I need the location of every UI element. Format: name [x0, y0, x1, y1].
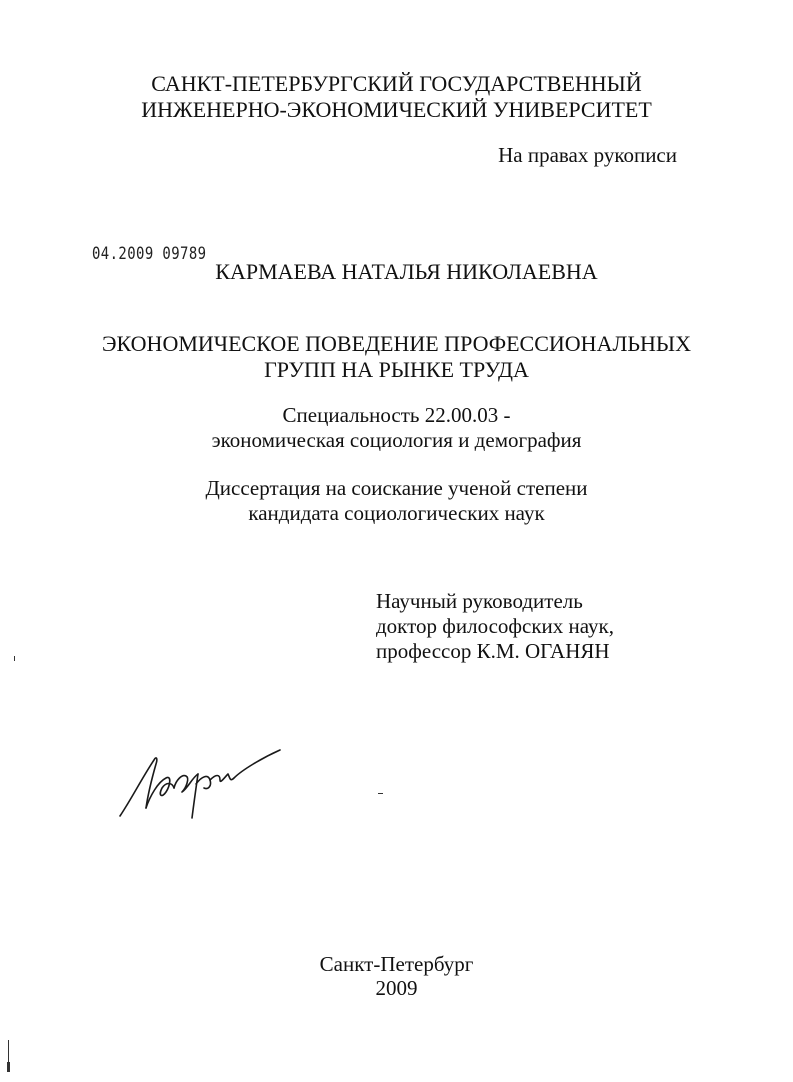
- degree-line-1: Диссертация на соискание ученой степени: [205, 476, 588, 500]
- specialty-code: Специальность 22.00.03 -: [282, 403, 511, 427]
- specialty-name: экономическая социология и демография: [211, 428, 582, 452]
- year: 2009: [375, 976, 418, 1000]
- scan-speck: [14, 656, 15, 661]
- rights-note: На правах рукописи: [498, 143, 677, 167]
- scan-edge-mark: [8, 1040, 9, 1062]
- registration-number: 04.2009 09789: [92, 244, 207, 264]
- author-name: КАРМАЕВА НАТАЛЬЯ НИКОЛАЕВНА: [215, 259, 598, 284]
- author-signature: [112, 738, 292, 828]
- dissertation-title-line-1: ЭКОНОМИЧЕСКОЕ ПОВЕДЕНИЕ ПРОФЕССИОНАЛЬНЫХ: [102, 331, 691, 356]
- advisor-degree: доктор философских наук,: [376, 614, 614, 638]
- scan-speck: [378, 793, 383, 794]
- scan-edge-mark: [7, 1062, 10, 1072]
- university-name-line-1: САНКТ-ПЕТЕРБУРГСКИЙ ГОСУДАРСТВЕННЫЙ: [151, 71, 642, 96]
- university-name-line-2: ИНЖЕНЕРНО-ЭКОНОМИЧЕСКИЙ УНИВЕРСИТЕТ: [141, 97, 652, 122]
- advisor-name: профессор К.М. ОГАНЯН: [376, 639, 610, 663]
- advisor-role: Научный руководитель: [376, 589, 583, 613]
- degree-line-2: кандидата социологических наук: [248, 501, 545, 525]
- city: Санкт-Петербург: [319, 952, 474, 976]
- dissertation-title-line-2: ГРУПП НА РЫНКЕ ТРУДА: [264, 357, 529, 382]
